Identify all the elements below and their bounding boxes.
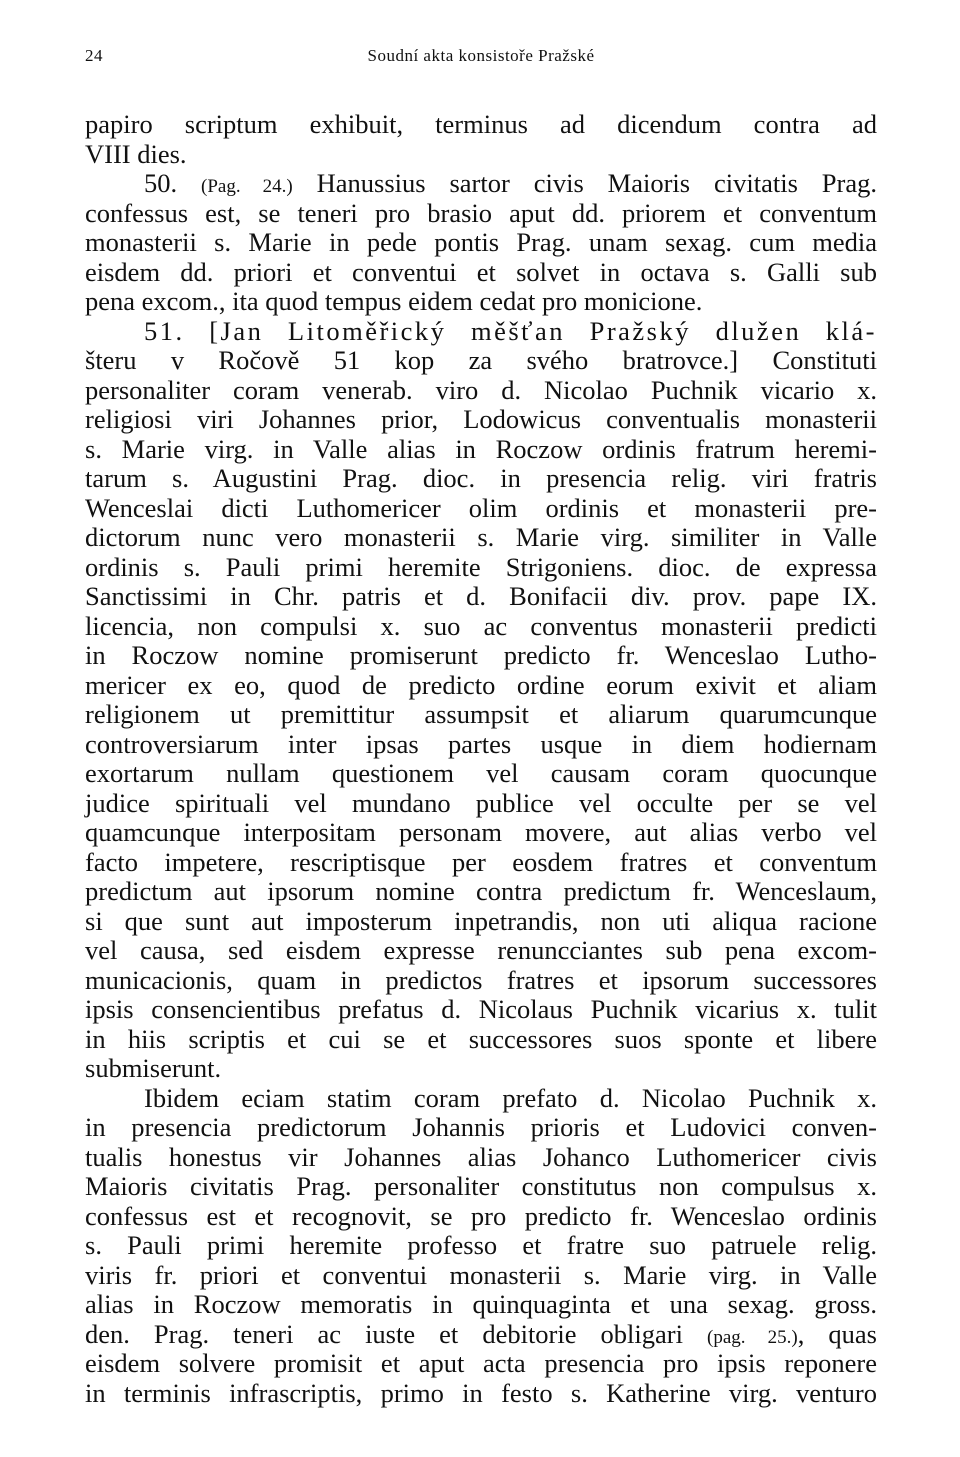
text-line: viris fr. priori et conventui monasterii s. Marie virg. in Valle [85, 1259, 877, 1290]
text-line: ordinis s. Pauli primi heremite Strigoniens. dioc. de expressa [85, 551, 877, 582]
text-line: dictorum nunc vero monasterii s. Marie virg. similiter in Valle [85, 522, 877, 552]
text-line: submiserunt. [85, 1053, 222, 1083]
text-line: mericer ex eo, quod de predicto ordine eorum exivit et aliam [85, 669, 877, 700]
text-line: in hiis scriptis et cui se et successores suos sponte et libere [85, 1023, 877, 1054]
text-line: tualis honestus vir Johannes alias Johanco Luthomericer civis [85, 1141, 877, 1172]
text-line: Maioris civitatis Prag. personaliter constitutus non compulsus x. [85, 1171, 877, 1201]
text-line: in presencia predictorum Johannis prioris et Ludovici conven- [85, 1112, 877, 1142]
body-text [85, 110, 877, 1408]
text-line: confessus est, se teneri pro brasio aput dd. priorem et conventum [85, 197, 877, 228]
text-line: in terminis infrascriptis, primo in festo s. Katherine virg. venturo [85, 1377, 877, 1408]
text-line: religiosi viri Johannes prior, Lodowicus conventualis monasterii [85, 404, 877, 434]
text-line: 50. (Pag. 24.) Hanussius sartor civis Maioris civitatis Prag. [144, 168, 878, 198]
text-line: papiro scriptum exhibuit, terminus ad dicendum contra ad [85, 109, 877, 139]
text-line: religionem ut premittitur assumpsit et aliarum quarumcunque [85, 699, 877, 729]
page-number: 24 [85, 46, 103, 65]
text-line: in Roczow nomine promiserunt predicto fr. Wenceslao Lutho- [85, 640, 877, 670]
running-title: Soudní akta konsistoře Pražské [367, 46, 595, 65]
text-line: vel causa, sed eisdem expresse renuncciantes sub pena excom- [85, 935, 877, 965]
text-line: den. Prag. teneri ac iuste et debitorie obligari (pag. 25.), quas [85, 1318, 877, 1349]
text-line: alias in Roczow memoratis in quinquaginta et una sexag. gross. [85, 1289, 877, 1319]
text-line: ipsis consencientibus prefatus d. Nicolaus Puchnik vicarius x. tulit [85, 994, 877, 1024]
text-line: personaliter coram venerab. viro d. Nicolao Puchnik vicario x. [85, 374, 877, 405]
text-line: predictum aut ipsorum nomine contra predictum fr. Wenceslaum, [85, 876, 877, 906]
text-line: pena excom., ita quod tempus eidem cedat pro monicione. [85, 286, 703, 316]
text-line: facto impetere, rescriptisque per eosdem fratres et conventum [85, 846, 877, 877]
text-line: quamcunque interpositam personam movere, aut alias verbo vel [85, 817, 877, 847]
text-line: exortarum nullam questionem vel causam coram quocunque [85, 758, 877, 788]
text-line: eisdem solvere promisit et aput acta presencia pro ipsis reponere [85, 1348, 877, 1378]
text-line: judice spirituali vel mundano publice vel occulte per se vel [85, 787, 877, 818]
text-line: si que sunt aut imposterum inpetrandis, non uti aliqua racione [85, 905, 877, 936]
book-page [85, 40, 877, 1408]
text-line: confessus est et recognovit, se pro predicto fr. Wenceslao ordinis [85, 1200, 877, 1231]
text-line: s. Pauli primi heremite professo et fratre suo patruele relig. [85, 1230, 877, 1260]
text-line: controversiarum inter ipsas partes usque in diem hodiernam [85, 728, 877, 759]
text-line: eisdem dd. priori et conventui et solvet in octava s. Galli sub [85, 256, 877, 287]
text-line: s. Marie virg. in Valle alias in Roczow ordinis fratrum heremi- [85, 433, 877, 464]
text-line: tarum s. Augustini Prag. dioc. in presencia relig. viri fratris [85, 463, 877, 493]
text-line: Ibidem eciam statim coram prefato d. Nicolao Puchnik x. [144, 1082, 877, 1113]
text-line: monasterii s. Marie in pede pontis Prag. unam sexag. cum media [85, 227, 877, 257]
text-line: Wenceslai dicti Luthomericer olim ordinis et monasterii pre- [85, 492, 877, 523]
text-line: šteru v Ročově 51 kop za svého bratrovce.] Constituti [85, 345, 877, 375]
text-line: municacionis, quam in predictos fratres et ipsorum successores [85, 964, 877, 995]
text-line: licencia, non compulsi x. suo ac conventus monasterii predicti [85, 610, 877, 641]
text-line: VIII dies. [85, 138, 187, 169]
text-line: 51. [Jan Litoměřický měšťan Pražský dlužen klá- [144, 315, 877, 346]
running-head [85, 40, 877, 70]
text-line: Sanctissimi in Chr. patris et d. Bonifacii div. prov. pape IX. [85, 581, 877, 611]
